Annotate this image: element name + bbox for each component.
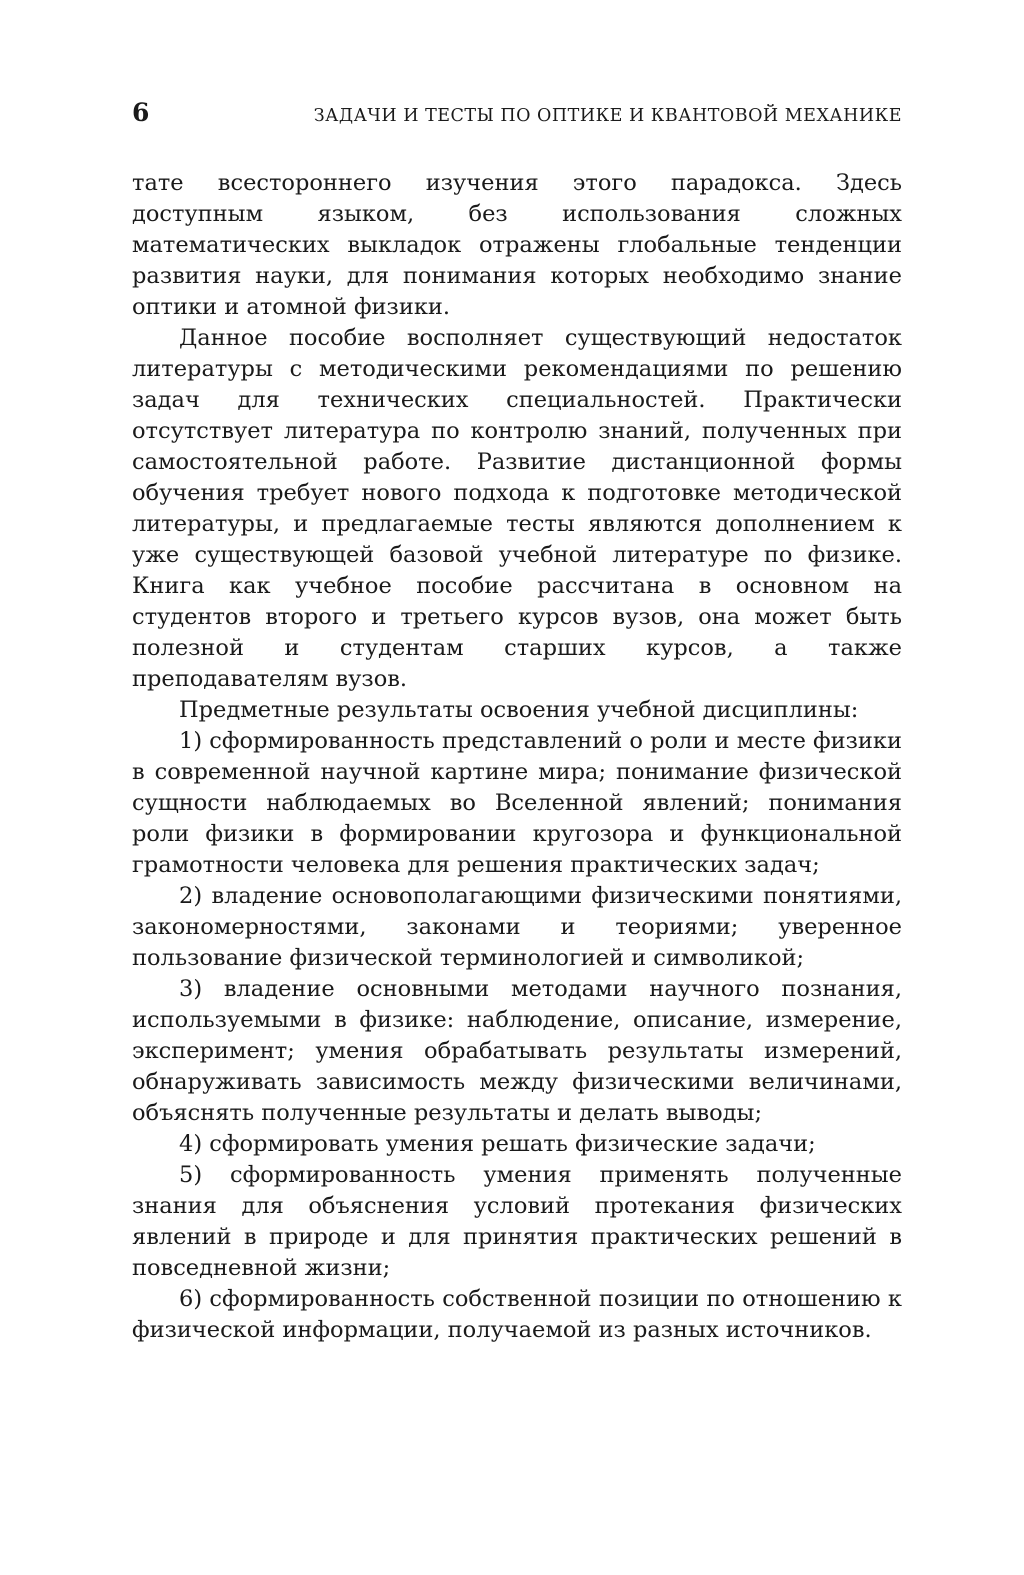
paragraph-continuation: тате всестороннего изучения этого парадокса. Здесь доступным языком, без использования сложных математических выкладок отражены глобальные тенденции развития науки, для понимания которых необходимо знание оптики и атомной физики. bbox=[132, 170, 902, 320]
list-item-4: 4) сформировать умения решать физические задачи; bbox=[179, 1131, 816, 1157]
page-number: 6 bbox=[132, 98, 150, 127]
list-item-6: 6) сформированность собственной позиции по отношению к физической информации, получаемой из разных источников. bbox=[132, 1286, 902, 1343]
list-item-3: 3) владение основными методами научного познания, используемыми в физике: наблюдение, описание, измерение, эксперимент; умения обрабатывать результаты измерений, обнаруживать зависимость между физическими величинами, объяснять полученные результаты и делать выводы; bbox=[132, 976, 902, 1126]
list-item-5: 5) сформированность умения применять полученные знания для объяснения условий протекания физических явлений в природе и для принятия практических решений в повседневной жизни; bbox=[132, 1162, 902, 1281]
list-item-1: 1) сформированность представлений о роли и месте физики в современной научной картине мира; понимание физической сущности наблюдаемых во Вселенной явлений; понимания роли физики в формировании кругозора и функциональной грамотности человека для решения практических задач; bbox=[132, 728, 902, 878]
paragraph-about-manual: Данное пособие восполняет существующий недостаток литературы с методическими рекомендациями по решению задач для технических специальностей. Практически отсутствует литература по контролю знаний, полученных при самостоятельной работе. Развитие дистанционной формы обучения требует нового подхода к подготовке методической литературы, и предлагаемые тесты являются дополнением к уже существующей базовой учебной литературе по физике. Книга как учебное пособие рассчитана в основном на студентов второго и третьего курсов вузов, она может быть полезной и студентам старших курсов, а также преподавателям вузов. bbox=[132, 325, 902, 692]
list-item-2: 2) владение основополагающими физическими понятиями, закономерностями, законами и теориями; уверенное пользование физической терминологией и символикой; bbox=[132, 883, 902, 971]
paragraph-results-intro: Предметные результаты освоения учебной дисциплины: bbox=[179, 697, 859, 723]
running-title: ЗАДАЧИ И ТЕСТЫ ПО ОПТИКЕ И КВАНТОВОЙ МЕХАНИКЕ bbox=[313, 106, 902, 126]
body-text bbox=[132, 168, 902, 1346]
running-head bbox=[132, 98, 902, 132]
